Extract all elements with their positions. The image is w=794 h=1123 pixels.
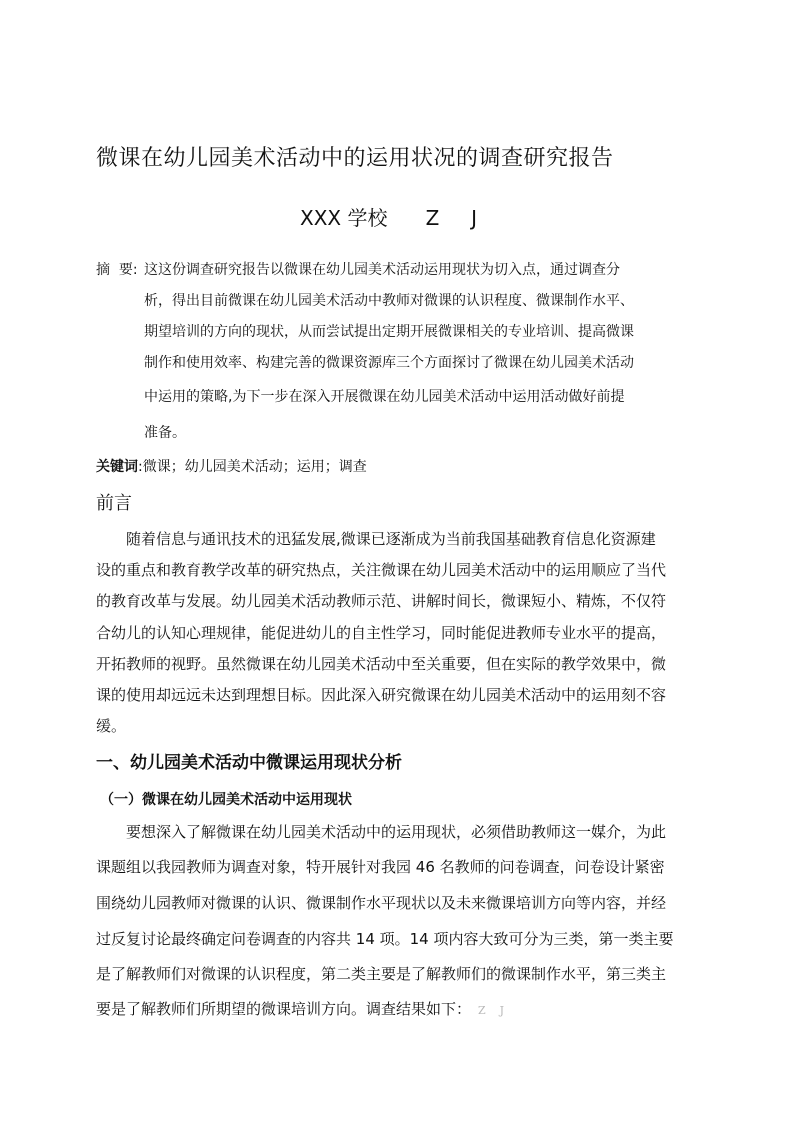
abstract-line: 准备。 — [144, 425, 186, 441]
paragraph-line: 随着信息与通讯技术的迅猛发展,微课已逐渐成为当前我国基础教育信息化资源建 — [126, 530, 656, 548]
keywords-label: 关键词 — [96, 459, 138, 475]
abstract-line: 中运用的策略,为下一步在深入开展微课在幼儿园美术活动中运用活动做好前提 — [144, 389, 625, 405]
paragraph-line: 缓。 — [96, 717, 127, 735]
document-title: 微课在幼儿园美术活动中的运用状况的调查研究报告 — [96, 146, 614, 171]
keywords-line — [96, 456, 367, 478]
abstract-line: 制作和使用效率、构建完善的微课资源库三个方面探讨了微课在幼儿园美术活动 — [144, 355, 634, 371]
abstract-label: 摘 要: — [96, 262, 138, 278]
author-line: XXX 学校 Z J — [300, 206, 477, 230]
abstract-line: 期望培训的方向的现状，从而尝试提出定期开展微课相关的专业培训、提高微课 — [144, 324, 634, 340]
section-heading: 一、幼儿园美术活动中微课运用现状分析 — [96, 753, 402, 773]
subsection-heading: （一）微课在幼儿园美术活动中运用现状 — [100, 792, 352, 808]
paragraph-line: 围绕幼儿园教师对微课的认识、微课制作水平现状以及未来微课培训方向等内容，并经 — [96, 894, 667, 912]
paragraph-line — [96, 998, 504, 1019]
paragraph-line-text: 要是了解教师们所期望的微课培训方向。调查结果如下： — [96, 1000, 472, 1018]
keywords-text: :微课；幼儿园美术活动；运用；调查 — [138, 459, 367, 475]
preface-heading: 前言 — [96, 493, 132, 514]
paragraph-line: 开拓教师的视野。虽然微课在幼儿园美术活动中至关重要，但在实际的教学效果中，微 — [96, 655, 667, 673]
abstract-line: 析，得出目前微课在幼儿园美术活动中教师对微课的认识程度、微课制作水平、 — [144, 293, 634, 309]
paragraph-line: 是了解教师们对微课的认识程度，第二类主要是了解教师们的微课制作水平，第三类主 — [96, 965, 667, 983]
paragraph-line: 课题组以我园教师为调查对象，特开展针对我园 46 名教师的问卷调查，问卷设计紧密 — [96, 858, 665, 876]
abstract-line: 这这份调查研究报告以微课在幼儿园美术活动运用现状为切入点，通过调查分 — [144, 262, 620, 278]
paragraph-line: 过反复讨论最终确定问卷调查的内容共 14 项。14 项内容大致可分为三类，第一类主要 — [96, 930, 674, 948]
paragraph-line: 要想深入了解微课在幼儿园美术活动中的运用现状，必须借助教师这一媒介，为此 — [126, 823, 667, 841]
paragraph-line: 的教育改革与发展。幼儿园美术活动教师示范、讲解时间长，微课短小、精炼，不仅符 — [96, 592, 667, 610]
paragraph-line: 设的重点和教育教学改革的研究热点，关注微课在幼儿园美术活动中的运用顺应了当代 — [96, 561, 667, 579]
paragraph-line: 课的使用却远远未达到理想目标。因此深入研究微课在幼儿园美术活动中的运用刻不容 — [96, 686, 667, 704]
trailing-mark: Z J — [471, 1004, 505, 1017]
paragraph-line: 合幼儿的认知心理规律，能促进幼儿的自主性学习，同时能促进教师专业水平的提高， — [96, 624, 667, 642]
